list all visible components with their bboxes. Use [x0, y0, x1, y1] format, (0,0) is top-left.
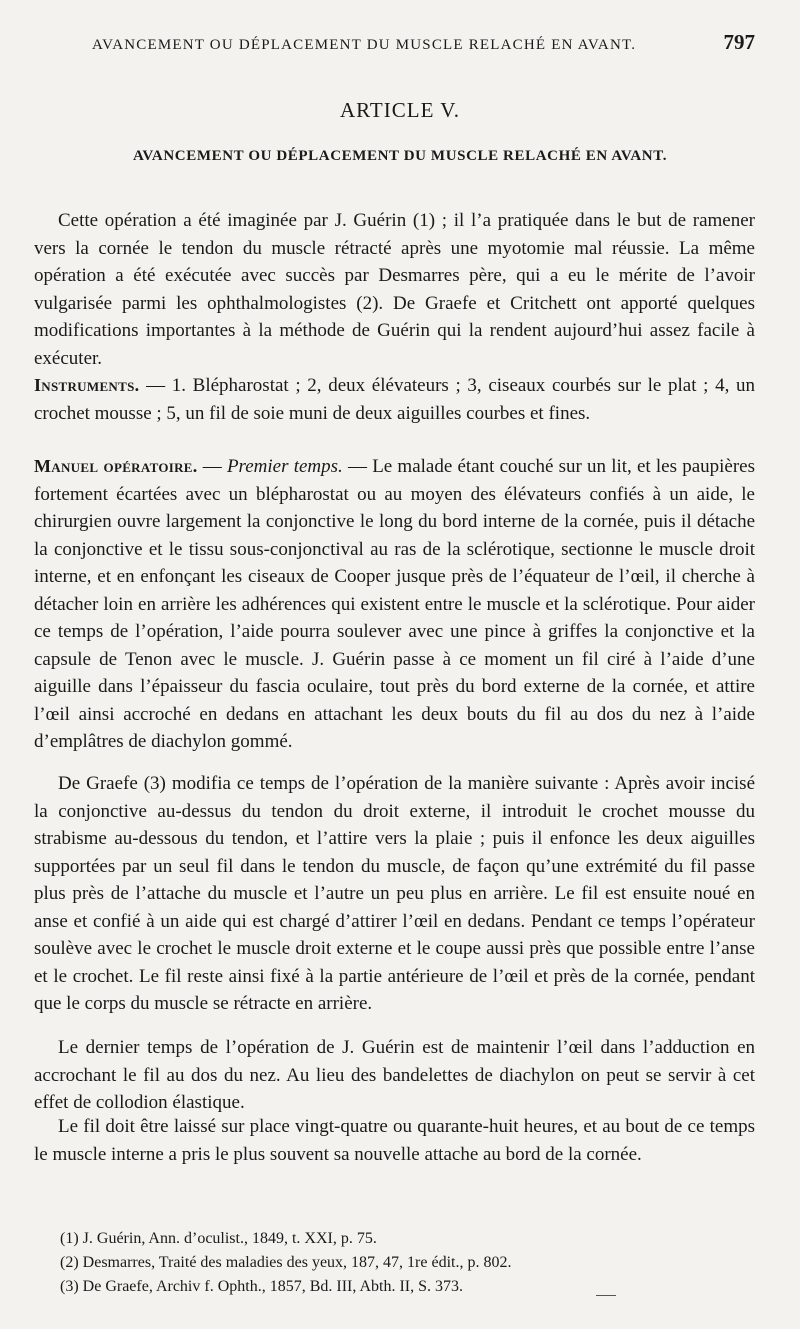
running-title: AVANCEMENT OU DÉPLACEMENT DU MUSCLE RELACHÉ EN AVANT.: [92, 37, 637, 53]
instruments-paragraph: [34, 372, 755, 427]
graefe-block: [34, 770, 755, 1018]
article-heading: ARTICLE V.: [340, 98, 460, 122]
graefe-paragraph: De Graefe (3) modifia ce temps de l’opération de la manière suivante : Après avoir incisé la conjonctive au-dessus du tendon du droit externe, il introduit le crochet mousse du strabisme au-dessous du tendon, et l’attire vers la plaie ; puis il enfonce les deux aiguilles supportées par un seul fil dans le tendon du muscle, de façon qu’une extrémité du fil passe plus près de l’attache du muscle et l’autre un peu plus en arrière. Le fil est ensuite noué en anse et confié à un aide qui est chargé d’attirer l’œil en dedans. Pendant ce temps l’opérateur soulève avec le crochet le muscle droit externe et le coupe aussi près que possible entre l’anse et le crochet. Le fil reste ainsi fixé à la partie antérieure de l’œil et près de la cornée, pendant que le corps du muscle se rétracte en arrière.: [34, 773, 755, 1014]
manuel-paragraph: [34, 453, 755, 756]
intro-paragraph: Cette opération a été imaginée par J. Guérin (1) ; il l’a pratiquée dans le but de ramener vers la cornée le tendon du muscle rétracté après une myotomie mal réussie. La même opération a été exécutée avec succès par Desmarres père, qui a eu le mérite de l’avoir vulgarisée parmi les ophthalmologistes (2). De Graefe et Critchett ont apporté quelques modifications importantes à la méthode de Guérin qui la rendent aujourd’hui assez facile à exécuter.: [34, 210, 755, 369]
page-number: 797: [723, 30, 755, 54]
dernier-block: [34, 1034, 755, 1117]
footnote-rule: [596, 1295, 616, 1296]
instruments-text: — 1. Blépharostat ; 2, deux élévateurs ; 3, ciseaux courbés sur le plat ; 4, un crochet mousse ; 5, un fil de soie muni de deux aiguilles courbes et fines.: [34, 375, 755, 424]
manuel-text: — Le malade étant couché sur un lit, et les paupières fortement écartées avec un blépharostat ou au moyen des élévateurs confiés à un aide, le chirurgien ouvre largement la conjonctive le long du bord interne de la cornée, puis il détache la conjonctive et le tissu sous-conjonctival au ras de la sclérotique, sectionne le muscle droit interne, et en enfonçant les ciseaux de Cooper jusque près de l’équateur de l’œil, il cherche à détacher loin en arrière les adhérences qui existent entre le muscle et la sclérotique. Pour aider ce temps de l’opération, l’aide pourra soulever avec une pince à griffes la conjonctive et la capsule de Tenon avec le muscle. J. Guérin passe à ce moment un fil ciré à l’aide d’une aiguille dans l’épaisseur du fascia oculaire, tout près du bord externe de la cornée, et attire l’œil ainsi accroché en dedans en attachant les deux bouts du fil au dos du nez à l’aide d’emplâtres de diachylon gommé.: [34, 456, 756, 752]
instruments-block: [34, 372, 755, 427]
footnote-3: (3) De Graefe, Archiv f. Ophth., 1857, Bd. III, Abth. II, S. 373.: [60, 1278, 464, 1295]
manuel-label: Manuel opératoire.: [34, 456, 198, 476]
footnote-2: (2) Desmarres, Traité des maladies des yeux, 187, 47, 1re édit., p. 802.: [60, 1254, 512, 1271]
footnote-1: (1) J. Guérin, Ann. d’oculist., 1849, t. XXI, p. 75.: [60, 1230, 377, 1247]
dernier-paragraph: Le dernier temps de l’opération de J. Guérin est de maintenir l’œil dans l’adduction en accrochant le fil au dos du nez. Au lieu des bandelettes de diachylon on peut se servir à cet effet de collodion élastique.: [34, 1037, 755, 1113]
footnotes: [60, 1227, 760, 1299]
instruments-label: Instruments.: [34, 375, 140, 395]
manuel-step: Premier temps.: [226, 456, 343, 477]
fil-paragraph: Le fil doit être laissé sur place vingt-quatre ou quarante-huit heures, et au bout de ce temps le muscle interne a pris le plus souvent sa nouvelle attache au bord de la cornée.: [34, 1116, 755, 1165]
fil-block: [34, 1113, 755, 1168]
manuel-block: [34, 453, 755, 756]
article-subtitle: AVANCEMENT OU DÉPLACEMENT DU MUSCLE RELACHÉ EN AVANT.: [132, 148, 668, 164]
running-header: [40, 30, 755, 60]
intro-block: [34, 207, 755, 372]
manuel-dash: —: [197, 456, 227, 477]
